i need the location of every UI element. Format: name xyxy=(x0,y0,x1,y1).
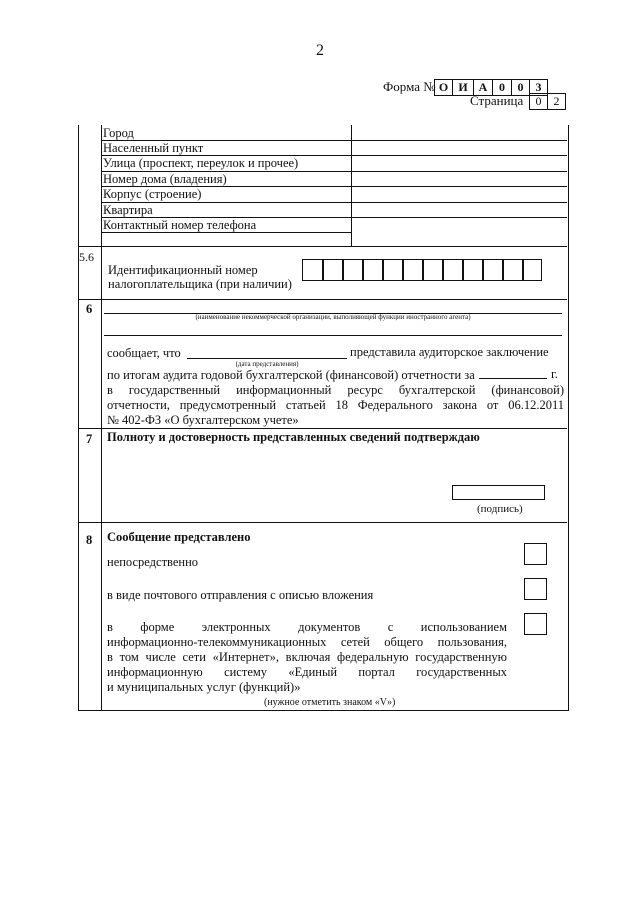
address-city-label: Город xyxy=(103,126,134,140)
section-56-number: 5.6 xyxy=(79,250,94,264)
option-electronic-checkbox[interactable] xyxy=(524,613,547,635)
form-cell-3: А xyxy=(473,79,493,96)
form-number-label: Форма № xyxy=(383,79,436,94)
address-value-divider xyxy=(351,125,352,246)
form-cell-5: 0 xyxy=(511,79,530,96)
option-electronic-line-1: в форме электронных документов с использованием xyxy=(107,620,507,634)
section-6-number: 6 xyxy=(86,302,93,316)
section-divider xyxy=(78,299,567,300)
number-column-divider xyxy=(101,125,102,710)
form-cell-4: 0 xyxy=(492,79,512,96)
form-cell-1: О xyxy=(434,79,453,96)
option-electronic-line-5: и муниципальных услуг (функций)» xyxy=(107,680,301,694)
option-electronic-line-2: информационно-телекоммуникационных сетей общего пользования, xyxy=(107,635,507,649)
option-mail-checkbox[interactable] xyxy=(524,578,547,600)
address-apartment-label: Квартира xyxy=(103,203,153,217)
inn-label-line1: Идентификационный номер xyxy=(108,263,258,277)
inn-digit-box[interactable] xyxy=(482,259,504,281)
date-hint: (дата представления) xyxy=(235,360,299,368)
inn-digit-box[interactable] xyxy=(422,259,444,281)
inn-digit-box[interactable] xyxy=(322,259,344,281)
option-direct-checkbox[interactable] xyxy=(524,543,547,565)
signature-hint: (подпись) xyxy=(477,503,523,515)
inn-digit-box[interactable] xyxy=(502,259,524,281)
option-electronic-line-4: информационную систему «Единый портал государственных xyxy=(107,665,507,679)
signature-box[interactable] xyxy=(452,485,545,500)
section-divider xyxy=(78,246,567,247)
address-phone-label: Контактный номер телефона xyxy=(103,218,257,232)
section-8-title: Сообщение представлено xyxy=(107,530,251,544)
audit-line-text: по итогам аудита годовой бухгалтерской (финансовой) отчетности за xyxy=(107,368,475,382)
option-mail-label: в виде почтового отправления с описью вложения xyxy=(107,588,374,602)
state-resource-line: в государственный информационный ресурс бухгалтерской (финансовой) xyxy=(107,383,564,397)
inn-digit-box[interactable] xyxy=(462,259,484,281)
mark-hint: (нужное отметить знаком «V») xyxy=(264,697,396,708)
inn-label-line2: налогоплательщика (при наличии) xyxy=(108,277,292,291)
reports-that-text: сообщает, что xyxy=(107,346,181,360)
page-cell-1: 0 xyxy=(529,93,548,110)
form-cell-2: И xyxy=(452,79,474,96)
option-direct-label: непосредственно xyxy=(107,555,199,569)
section-divider xyxy=(78,522,567,523)
inn-digit-box[interactable] xyxy=(522,259,542,281)
report-line: отчетности, предусмотренный статьей 18 Федерального закона от 06.12.2011 xyxy=(107,398,564,412)
address-locality-label: Населенный пункт xyxy=(103,141,204,155)
org-name-line-2[interactable] xyxy=(104,335,562,336)
year-suffix: г. xyxy=(551,367,558,381)
address-rule xyxy=(101,202,567,203)
address-house-label: Номер дома (владения) xyxy=(103,172,227,186)
address-building-label: Корпус (строение) xyxy=(103,187,202,201)
inn-digit-box[interactable] xyxy=(382,259,404,281)
address-street-label: Улица (проспект, переулок и прочее) xyxy=(103,156,299,170)
inn-digit-box[interactable] xyxy=(342,259,364,281)
date-line[interactable] xyxy=(187,358,347,359)
inn-digit-box[interactable] xyxy=(302,259,324,281)
page-cell-2: 2 xyxy=(547,93,566,110)
option-electronic-line-3: в том числе сети «Интернет», включая федеральную государственную xyxy=(107,650,507,664)
inn-digit-box[interactable] xyxy=(362,259,384,281)
inn-digit-box[interactable] xyxy=(402,259,424,281)
form-cell-6: 3 xyxy=(529,79,548,96)
section-8-number: 8 xyxy=(86,533,93,547)
page-number: 2 xyxy=(316,42,324,59)
section-7-number: 7 xyxy=(86,432,93,446)
year-line[interactable] xyxy=(479,378,547,379)
page-label: Страница xyxy=(470,93,524,108)
org-name-hint: (наименование некоммерческой организации, выполняющей функции иностранного агента) xyxy=(195,313,471,321)
submitted-text: представила аудиторское заключение xyxy=(350,345,549,359)
section-divider xyxy=(78,428,567,429)
law-line: № 402-ФЗ «О бухгалтерском учете» xyxy=(107,413,299,427)
section-7-title: Полноту и достоверность представленных сведений подтверждаю xyxy=(107,430,480,444)
inn-digit-box[interactable] xyxy=(442,259,464,281)
